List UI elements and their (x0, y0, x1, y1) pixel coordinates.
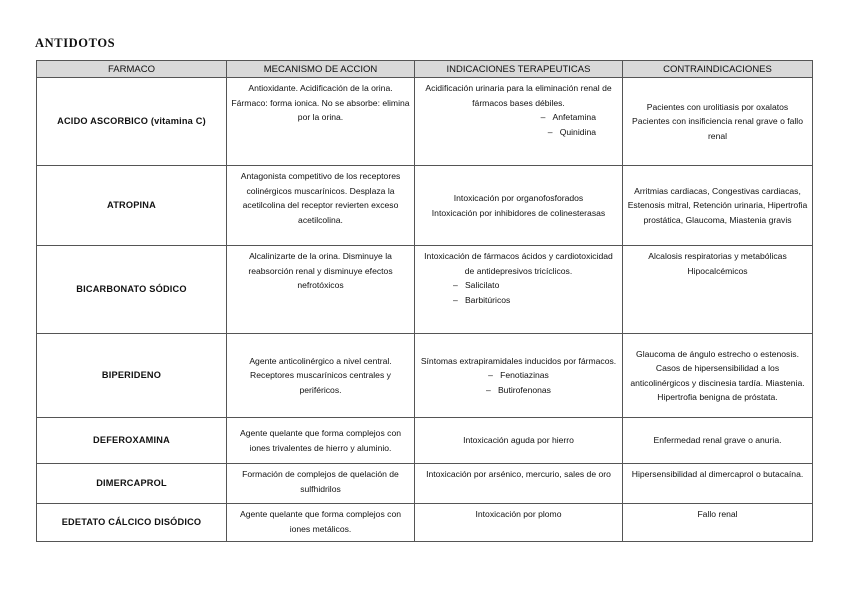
cell-indicaciones (415, 246, 623, 334)
indicaciones-text: Síntomas extrapiramidales inducidos por fármacos. (420, 355, 617, 366)
cell-mecanismo (227, 166, 415, 246)
indicaciones-text: Intoxicación de fármacos ácidos y cardiotoxicidad de antidepresivos tricíclicos. (424, 251, 613, 276)
table-header-row (37, 61, 813, 78)
cell-contraindicaciones (623, 418, 813, 464)
indication-item-text: Salicilato (464, 280, 500, 290)
dash-bullet: – (488, 370, 501, 381)
farmaco-text: EDETATO CÁLCICO DISÓDICO (61, 517, 202, 528)
mecanismo-text: Antioxidante. Acidificación de la orina. Fármaco: forma ionica. No se absorbe: elimina por la orina. (231, 83, 410, 122)
indicaciones-text: Intoxicación por arsénico, mercurio, sales de oro (426, 469, 611, 479)
contraindicaciones-text: Hipersensibilidad al dimercaprol o butacaína. (631, 469, 804, 479)
cell-farmaco (37, 504, 227, 542)
cell-farmaco (37, 334, 227, 418)
dash-bullet: – (453, 294, 465, 305)
cell-farmaco (37, 78, 227, 166)
cell-indicaciones (415, 418, 623, 464)
cell-farmaco (37, 418, 227, 464)
mecanismo-text: Agente anticolinérgico a nivel central. Receptores muscarínicos centrales y periféricos. (249, 355, 392, 395)
table-row (37, 246, 813, 334)
cell-contraindicaciones (623, 78, 813, 166)
contraindicaciones-text: Glaucoma de ángulo estrecho o estenosis. Casos de hipersensibilidad a los anticolinérgicos y discinesia tardía. Miastenia. Hipertrofia benigna de próstata. (630, 348, 805, 402)
header-mecanismo: MECANISMO DE ACCION (227, 61, 415, 78)
cell-mecanismo (227, 464, 415, 504)
header-contraindicaciones: CONTRAINDICACIONES (623, 61, 813, 78)
cell-contraindicaciones (623, 246, 813, 334)
table-row (37, 464, 813, 504)
indicaciones-text: Intoxicación por plomo (475, 509, 562, 519)
cell-mecanismo (227, 78, 415, 166)
indication-item-text: Butirofenonas (497, 384, 551, 395)
indicaciones-text: Intoxicación aguda por hierro (463, 435, 574, 446)
cell-indicaciones (415, 78, 623, 166)
indicaciones-text: Acidificación urinaria para la eliminación renal de fármacos bases débiles. (425, 83, 612, 108)
indication-list-item (419, 110, 618, 125)
table-row (37, 78, 813, 166)
cell-mecanismo (227, 418, 415, 464)
cell-mecanismo (227, 246, 415, 334)
indication-list-item (419, 383, 618, 398)
mecanismo-text: Agente quelante que forma complejos con iones metálicos. (240, 509, 401, 534)
table-row (37, 334, 813, 418)
farmaco-text: BICARBONATO SÓDICO (76, 284, 187, 295)
indication-list-item (419, 278, 618, 293)
indication-item-text: Fenotiazinas (500, 370, 549, 381)
antidotes-table (36, 60, 813, 542)
cell-contraindicaciones (623, 464, 813, 504)
table-body (37, 78, 813, 542)
indicaciones-text: Intoxicación por organofosforados Intoxicación por inhibidores de colinesterasas (431, 193, 606, 218)
dash-bullet: – (486, 384, 498, 395)
cell-farmaco (37, 246, 227, 334)
cell-mecanismo (227, 334, 415, 418)
mecanismo-text: Formación de complejos de quelación de sulfhidrilos (242, 469, 399, 494)
contraindicaciones-text: Fallo renal (697, 509, 738, 519)
cell-contraindicaciones (623, 334, 813, 418)
dash-bullet: – (547, 126, 560, 137)
cell-mecanismo (227, 504, 415, 542)
dash-bullet: – (540, 112, 553, 122)
farmaco-text: BIPERIDENO (101, 370, 162, 381)
contraindicaciones-text: Enfermedad renal grave o anuria. (653, 435, 782, 446)
table-row (37, 166, 813, 246)
indication-item-text: Quinidina (559, 126, 596, 137)
cell-indicaciones (415, 334, 623, 418)
indication-list-item (419, 368, 618, 383)
indication-item-text: Barbitúricos (464, 294, 511, 305)
indication-item-text: Anfetamina (552, 112, 596, 122)
mecanismo-text: Alcalinizarte de la orina. Disminuye la reabsorción renal y disminuye efectos nefrotóxicos (248, 251, 393, 290)
contraindicaciones-text: Pacientes con urolitiasis por oxalatos Pacientes con insificiencia renal grave o fallo renal (631, 101, 803, 141)
header-farmaco: FARMACO (37, 61, 227, 78)
cell-indicaciones (415, 166, 623, 246)
contraindicaciones-text: Alcalosis respiratorias y metabólicas Hipocalcémicos (648, 251, 787, 276)
cell-indicaciones (415, 504, 623, 542)
page-title: ANTIDOTOS (35, 36, 116, 50)
farmaco-text: ATROPINA (107, 200, 156, 211)
farmaco-text: DIMERCAPROL (96, 478, 167, 489)
contraindicaciones-text: Arritmias cardiacas, Congestivas cardiacas, Estenosis mitral, Retención urinaria, Hipertrofia prostática, Glaucoma, Miastenia gravis (627, 185, 808, 225)
mecanismo-text: Agente quelante que forma complejos con iones trivalentes de hierro y aluminio. (240, 428, 401, 453)
cell-indicaciones (415, 464, 623, 504)
table-row (37, 504, 813, 542)
cell-farmaco (37, 464, 227, 504)
mecanismo-text: Antagonista competitivo de los receptores colinérgicos muscarínicos. Desplaza la acetilcolina del receptor revierten exceso acetilcolina. (240, 171, 401, 225)
farmaco-text: DEFEROXAMINA (93, 435, 170, 446)
farmaco-text: ACIDO ASCORBICO (vitamina C) (57, 116, 206, 127)
cell-contraindicaciones (623, 166, 813, 246)
cell-farmaco (37, 166, 227, 246)
header-indicaciones: INDICACIONES TERAPEUTICAS (415, 61, 623, 78)
dash-bullet: – (453, 280, 465, 290)
indication-list-item (419, 125, 618, 140)
table-row (37, 418, 813, 464)
indication-list-item (419, 293, 618, 308)
cell-contraindicaciones (623, 504, 813, 542)
